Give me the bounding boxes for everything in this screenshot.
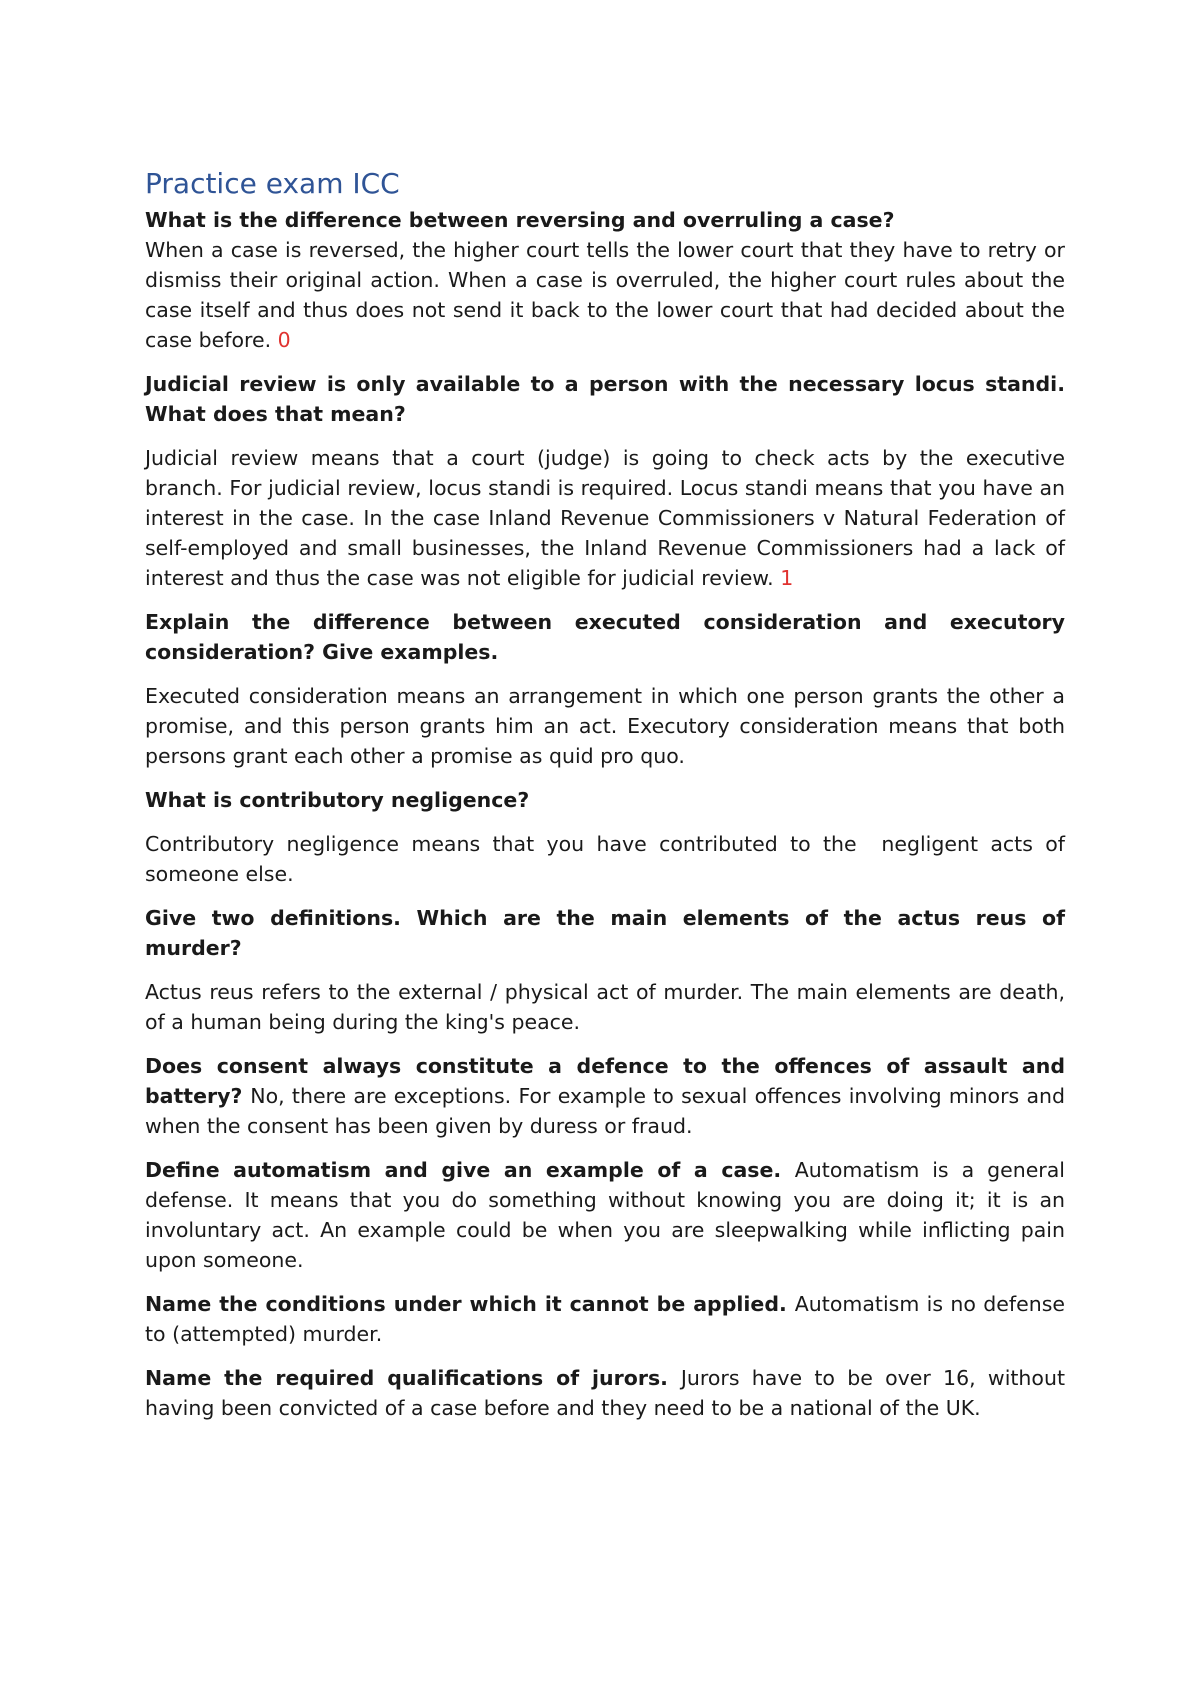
qa-6 (145, 1051, 1065, 1141)
question-7: Define automatism and give an example of a case. (145, 1158, 782, 1182)
answer-5: Actus reus refers to the external / physical act of murder. The main elements are death, of a human being during the king's peace. (145, 980, 1065, 1034)
answer-9: Jurors have to be over 16, without having been convicted of a case before and they need to be a national of the UK. (145, 1366, 1065, 1420)
question-4: What is contributory negligence? (145, 788, 530, 812)
question-2: Judicial review is only available to a person with the necessary locus standi. What does that mean? (145, 372, 1065, 426)
document-page (145, 166, 1072, 1423)
answer-4: Contributory negligence means that you have contributed to the negligent acts of someone else. (145, 832, 1072, 886)
question-9: Name the required qualifications of jurors. (145, 1366, 668, 1390)
question-1: What is the difference between reversing and overruling a case? (145, 208, 895, 232)
score-1: 0 (277, 328, 291, 352)
score-2: 1 (780, 566, 794, 590)
answer-3: Executed consideration means an arrangement in which one person grants the other a promise, and this person grants him an act. Executory consideration means that both persons grant each other a promise as quid pro quo. (145, 684, 1065, 768)
qa-8 (145, 1289, 1065, 1349)
answer-6: No, there are exceptions. For example to sexual offences involving minors and when the consent has been given by duress or fraud. (145, 1084, 1066, 1138)
question-3: Explain the difference between executed consideration and executory consideration? Give examples. (145, 610, 1065, 664)
qa-7 (145, 1155, 1065, 1275)
question-6: Does consent always constitute a defence to the offences of assault and battery? (145, 1054, 1065, 1108)
question-5: Give two definitions. Which are the main elements of the actus reus of murder? (145, 906, 1065, 960)
document-title: Practice exam ICC (145, 167, 400, 200)
answer-1-text: When a case is reversed, the higher court tells the lower court that they have to retry or dismiss their original action. When a case is overruled, the higher court rules about the case itself and thus does not send it back to the lower court that had decided about the case before. (145, 238, 1065, 352)
answer-7: Automatism is a general defense. It means that you do something without knowing you are doing it; it is an involuntary act. An example could be when you are sleepwalking while inflicting pain upon someone. (145, 1158, 1065, 1272)
question-8: Name the conditions under which it cannot be applied. (145, 1292, 787, 1316)
answer-2-text: Judicial review means that a court (judge) is going to check acts by the executive branch. For judicial review, locus standi is required. Locus standi means that you have an interest in the case. In the case Inland Revenue Commissioners v Natural Federation of self-employed and small businesses, the Inland Revenue Commissioners had a lack of interest and thus the case was not eligible for judicial review. (145, 446, 1065, 590)
answer-8: Automatism is no defense to (attempted) murder. (145, 1292, 1065, 1346)
answer-2 (145, 443, 1065, 593)
qa-9 (145, 1363, 1065, 1423)
answer-1 (145, 235, 1065, 355)
